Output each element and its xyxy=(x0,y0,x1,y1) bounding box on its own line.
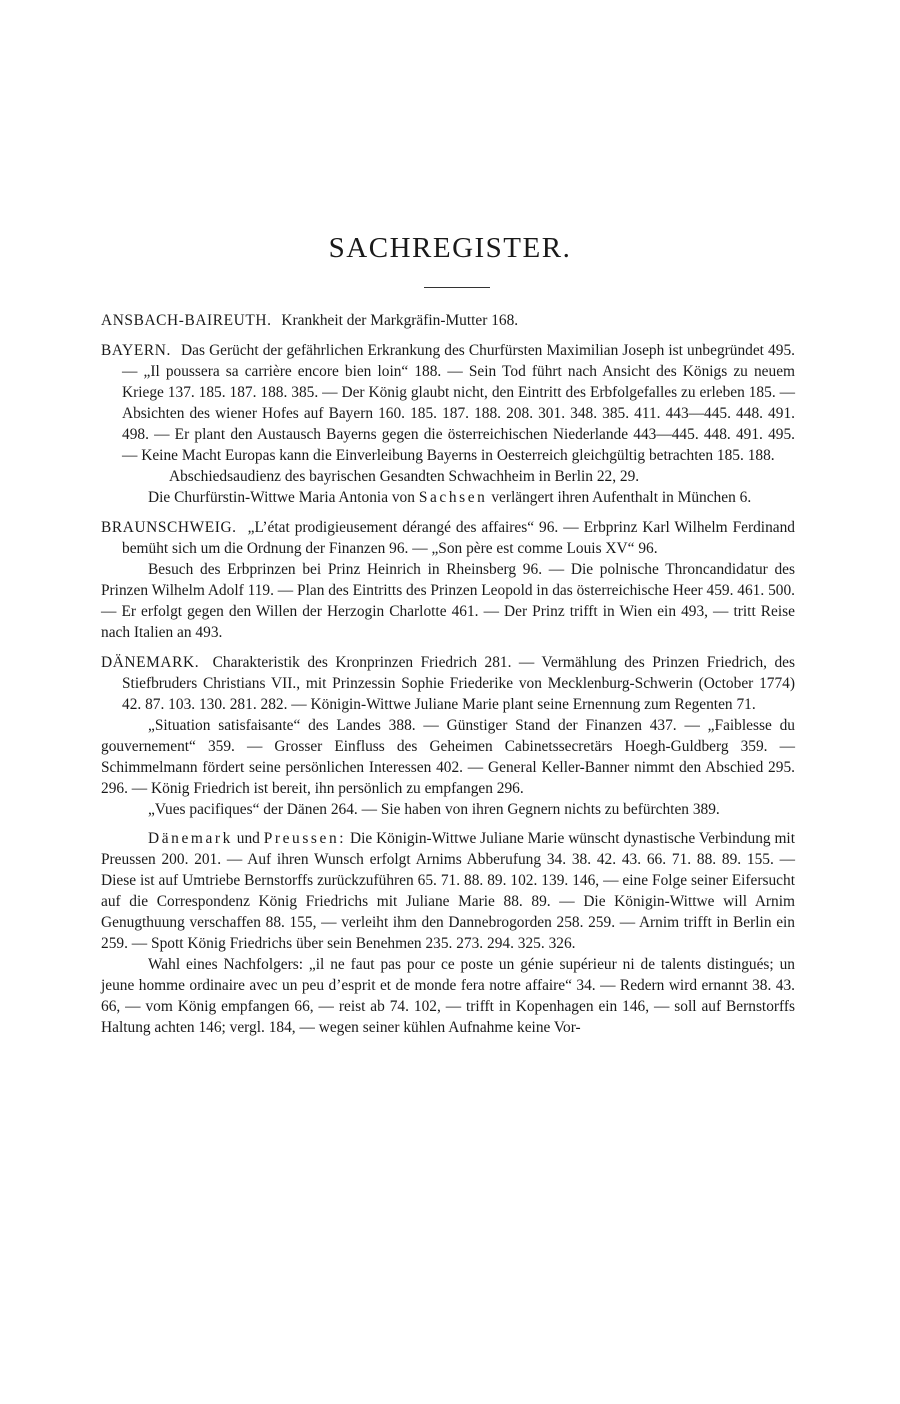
entry-paragraph xyxy=(101,310,795,331)
entry-subtext-post: verlängert ihren Aufenthalt in München 6. xyxy=(491,489,752,506)
entry-subparagraph xyxy=(101,954,795,1038)
entry-paragraph xyxy=(101,652,795,715)
entry-heading: ANSBACH-BAIREUTH. xyxy=(101,312,272,329)
entry-connector: und xyxy=(236,830,260,847)
entry-subparagraph xyxy=(101,559,795,643)
entry-paragraph xyxy=(101,340,795,466)
entry-text: Charakteristik des Kronprinzen Friedrich 281. — Vermählung des Prinzen Friedrich, des Stiefbruders Christians VII., mit Prinzessin Sophie Friederike von Mecklenburg-Schwerin (October 1774) 42. 87. 103. 130. 281. 282. — Königin-Wittwe Juliane Marie plant seine Ernennung zum Regenten 71. xyxy=(122,654,795,713)
register-entries xyxy=(101,310,795,1045)
entry-subtext: Die Königin-Wittwe Juliane Marie wünscht dynastische Verbindung mit Preussen 200. 201. — Auf ihren Wunsch erfolgt Arnims Abberufung 34. 38. 42. 43. 66. 71. 88. 89. 155. — Diese ist auf Umtriebe Bernstorffs zurückzuführen 65. 71. 88. 89. 102. 139. 146, — eine Folge seiner Eifersucht auf die Correspondenz König Friedrichs mit Juliane Marie 88. 89. — Die Königin-Wittwe will Arnim Genugthuung verschaffen 88. 155, — verleiht ihm den Dannebrogorden 258. 259. — Arnim trifft in Berlin ein 259. — Spott König Friedrichs über sein Benehmen 235. 273. 294. 325. 326. xyxy=(101,830,795,952)
entry-emphasis: Preussen: xyxy=(263,830,347,847)
entry-text: Das Gerücht der gefährlichen Erkrankung des Churfürsten Maximilian Joseph ist unbegründet 495. — „Il poussera sa carrière encore bien loin“ 188. — Sein Tod führt nach Ansicht des Königs zu neuem Kriege 137. 185. 187. 188. 385. — Der König glaubt nicht, den Eintritt des Erbfolgefalles zu erleben 185. — Absichten des wiener Hofes auf Bayern 160. 185. 187. 188. 208. 301. 348. 385. 411. 443—445. 448. 491. 498. — Er plant den Austausch Bayerns gegen die österreichischen Niederlande 443—445. 448. 491. 495. — Keine Macht Europas kann die Einverleibung Bayerns in Oesterreich gleichgültig betrachten 185. 188. xyxy=(122,342,795,464)
entry-subtext: Abschiedsaudienz des bayrischen Gesandten Schwachheim in Berlin 22, 29. xyxy=(169,468,640,485)
title-divider xyxy=(424,287,490,288)
entry-heading: BAYERN. xyxy=(101,342,171,359)
entry-subtext: „Vues pacifiques“ der Dänen 264. — Sie haben von ihren Gegnern nichts zu befürchten 389. xyxy=(148,801,720,818)
entry-subtext-pre: Die Churfürstin-Wittwe Maria Antonia von xyxy=(148,489,415,506)
entry-paragraph xyxy=(101,517,795,559)
register-entry-bayern xyxy=(101,340,795,508)
entry-heading: DÄNEMARK. xyxy=(101,654,200,671)
register-entry-ansbach xyxy=(101,310,795,331)
entry-text: „L’état prodigieusement dérangé des affaires“ 96. — Erbprinz Karl Wilhelm Ferdinand bemüht sich um die Ordnung der Finanzen 96. — „Son père est comme Louis XV“ 96. xyxy=(122,519,795,557)
entry-subparagraph xyxy=(101,487,795,508)
entry-subparagraph xyxy=(101,799,795,820)
register-entry-braunschweig xyxy=(101,517,795,643)
entry-subtext: Besuch des Erbprinzen bei Prinz Heinrich in Rheinsberg 96. — Die polnische Throncandidatur des Prinzen Wilhelm Adolf 119. — Plan des Eintritts des Prinzen Leopold in das österreichische Heer 459. 461. 500. — Er erfolgt gegen den Willen der Herzogin Charlotte 461. — Der Prinz trifft in Wien ein 493, — tritt Reise nach Italien an 493. xyxy=(101,561,795,641)
entry-text: Krankheit der Markgräfin-Mutter 168. xyxy=(281,312,519,329)
entry-emphasis: Sachsen xyxy=(418,489,488,506)
register-entry-daenemark xyxy=(101,652,795,1038)
entry-subparagraph xyxy=(101,828,795,954)
entry-subparagraph xyxy=(101,466,795,487)
entry-emphasis: Dänemark xyxy=(148,830,233,847)
entry-subtext: „Situation satisfaisante“ des Landes 388. — Günstiger Stand der Finanzen 437. — „Faiblesse du gouvernement“ 359. — Grosser Einfluss des Geheimen Cabinetssecretärs Hoegh-Guldberg 359. — Schimmelmann fördert seine persönlichen Interessen 402. — General Keller-Banner nimmt den Abschied 295. 296. — König Friedrich ist bereit, ihn persönlich zu empfangen 296. xyxy=(101,717,795,797)
entry-subparagraph xyxy=(101,715,795,799)
page-title: SACHREGISTER. xyxy=(328,232,572,264)
entry-subtext: Wahl eines Nachfolgers: „il ne faut pas pour ce poste un génie supérieur ni de talents distingués; un jeune homme ordinaire avec un peu d’esprit et de monde fera notre affaire“ 34. — Redern wird ernannt 38. 43. 66, — vom König empfangen 66, — reist ab 74. 102, — trifft in Kopenhagen ein 146, — soll auf Bernstorffs Haltung achten 146; vergl. 184, — wegen seiner kühlen Aufnahme keine Vor- xyxy=(101,956,795,1036)
entry-heading: BRAUNSCHWEIG. xyxy=(101,519,237,536)
